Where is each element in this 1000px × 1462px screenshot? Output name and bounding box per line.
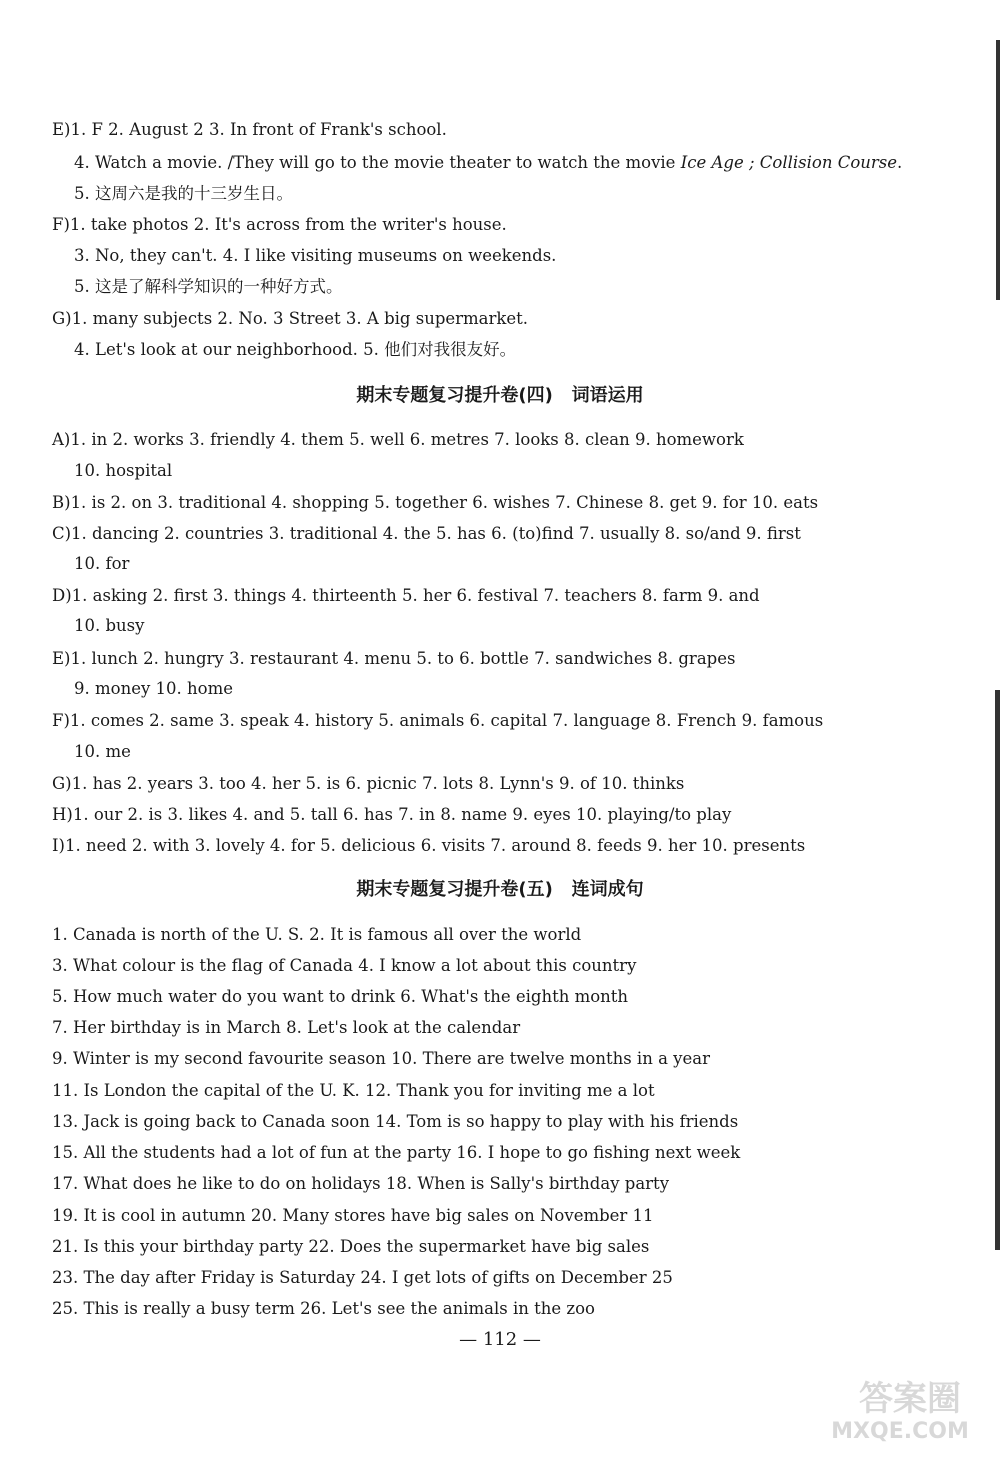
movie-title: Ice Age ; Collision Course [680,153,898,172]
answer-line: I)1. need 2. with 3. lovely 4. for 5. delicious 6. visits 7. around 8. feeds 9. her 10. presents [52,836,806,855]
answer-line: H)1. our 2. is 3. likes 4. and 5. tall 6. has 7. in 8. name 9. eyes 10. playing/to play [52,805,732,824]
answer-line: 7. Her birthday is in March 8. Let's look at the calendar [52,1018,521,1037]
answer-line: 15. All the students had a lot of fun at the party 16. I hope to go fishing next week [52,1143,741,1162]
answer-line [74,152,902,174]
answer-line: 1. Canada is north of the U. S. 2. It is famous all over the world [52,925,582,944]
answer-line: 10. me [74,742,131,761]
page-number: — 112 — [459,1329,541,1350]
answer-line: F)1. comes 2. same 3. speak 4. history 5. animals 6. capital 7. language 8. French 9. famous [52,711,824,730]
watermark-logo [720,1374,990,1444]
answer-line: F)1. take photos 2. It's across from the writer's house. [52,215,507,234]
answer-line: 10. busy [74,616,145,635]
answer-line: G)1. has 2. years 3. too 4. her 5. is 6. picnic 7. lots 8. Lynn's 9. of 10. thinks [52,774,685,793]
answer-line: 3. No, they can't. 4. I like visiting museums on weekends. [74,246,557,265]
answer-line: G)1. many subjects 2. No. 3 Street 3. A big supermarket. [52,309,529,328]
answer-line: 9. money 10. home [74,679,233,698]
section-heading: 期末专题复习提升卷(五) 连词成句 [356,879,644,900]
scan-edge-mark [995,690,1000,1250]
answer-line: C)1. dancing 2. countries 3. traditional 4. the 5. has 6. (to)find 7. usually 8. so/and 9. first [52,524,801,543]
answer-line: 23. The day after Friday is Saturday 24. I get lots of gifts on December 25 [52,1268,673,1287]
answer-text: 4. Watch a movie. /They will go to the movie theater to watch the movie [74,153,681,172]
svg-text:答案圈: 答案圈 [859,1379,961,1419]
answer-line: 21. Is this your birthday party 22. Does the supermarket have big sales [52,1237,650,1256]
answer-line: 9. Winter is my second favourite season 10. There are twelve months in a year [52,1049,710,1068]
svg-text:MXQE.COM: MXQE.COM [831,1419,969,1444]
answer-line: 10. hospital [74,461,173,480]
answer-line: B)1. is 2. on 3. traditional 4. shopping 5. together 6. wishes 7. Chinese 8. get 9. for 10. eats [52,493,819,512]
section-heading: 期末专题复习提升卷(四) 词语运用 [356,385,644,406]
answer-line: 4. Let's look at our neighborhood. 5. 他们对我很友好。 [74,340,517,359]
answer-text: . [897,153,903,172]
answer-line: 5. 这周六是我的十三岁生日。 [74,184,293,203]
answer-line: E)1. lunch 2. hungry 3. restaurant 4. menu 5. to 6. bottle 7. sandwiches 8. grapes [52,649,736,668]
answer-line: 13. Jack is going back to Canada soon 14. Tom is so happy to play with his friends [52,1112,739,1131]
answer-line: 10. for [74,554,130,573]
answer-line: 5. How much water do you want to drink 6. What's the eighth month [52,987,629,1006]
scan-edge-mark [996,40,1000,300]
answer-line: 11. Is London the capital of the U. K. 12. Thank you for inviting me a lot [52,1081,655,1100]
answer-line: 3. What colour is the flag of Canada 4. I know a lot about this country [52,956,637,975]
answer-line: 17. What does he like to do on holidays 18. When is Sally's birthday party [52,1174,670,1193]
answer-line: 5. 这是了解科学知识的一种好方式。 [74,277,343,296]
answer-line: E)1. F 2. August 2 3. In front of Frank's school. [52,120,447,139]
answer-line: D)1. asking 2. first 3. things 4. thirteenth 5. her 6. festival 7. teachers 8. farm 9. and [52,586,760,605]
answer-line: 19. It is cool in autumn 20. Many stores have big sales on November 11 [52,1206,654,1225]
answer-line: 25. This is really a busy term 26. Let's see the animals in the zoo [52,1299,595,1318]
answer-line: A)1. in 2. works 3. friendly 4. them 5. well 6. metres 7. looks 8. clean 9. homework [52,430,744,449]
